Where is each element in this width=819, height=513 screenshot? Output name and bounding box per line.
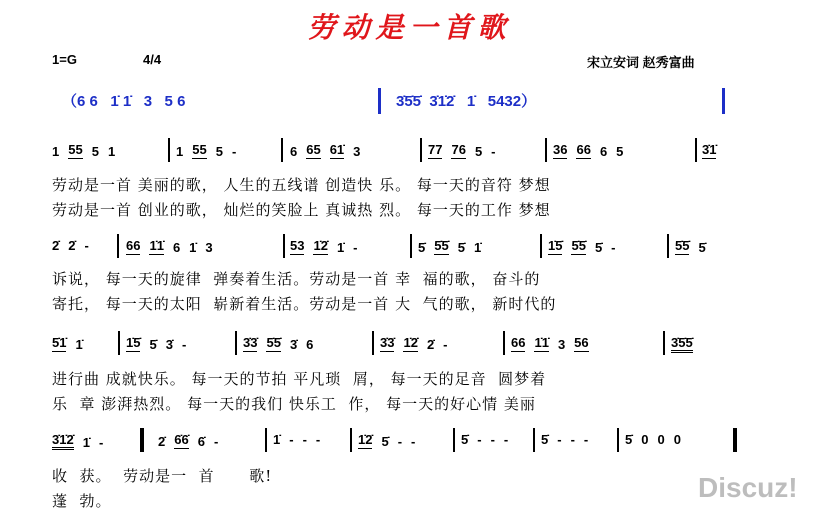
note: - xyxy=(213,434,219,449)
measure xyxy=(553,142,623,159)
note: 6 xyxy=(599,144,608,159)
note: 61̇ xyxy=(329,142,345,157)
note: 6 xyxy=(306,337,314,352)
barline xyxy=(663,331,665,355)
note: 36 xyxy=(553,142,568,157)
note: 5̇ xyxy=(418,240,426,255)
note: 5 xyxy=(474,144,483,159)
note: 76 xyxy=(451,142,466,157)
note: 0 xyxy=(657,432,665,447)
measure xyxy=(126,335,186,352)
lyric-line: 寄托， 每一天的太阳 崭新着生活。劳动是一首 大 气的歌， 新时代的 xyxy=(52,295,557,313)
note: 6 xyxy=(290,144,298,159)
intro-barline xyxy=(378,88,381,114)
note: - xyxy=(231,144,237,159)
barline xyxy=(265,428,267,452)
barline xyxy=(617,428,619,452)
measure xyxy=(126,238,213,255)
note: - xyxy=(477,432,482,447)
measure xyxy=(541,432,588,447)
barline xyxy=(453,428,455,452)
barline xyxy=(117,234,119,258)
note: 6 xyxy=(172,240,181,255)
note: 5̇ xyxy=(698,240,706,255)
note: 3̇1̇ xyxy=(702,142,717,157)
lyric-line: 诉说， 每一天的旋律 弹奏着生活。劳动是一首 幸 福的歌， 奋斗的 xyxy=(52,270,541,288)
note: 56 xyxy=(574,335,589,350)
note: 3̇3̇ xyxy=(380,335,395,350)
measure xyxy=(290,238,358,255)
note: 77 xyxy=(428,142,443,157)
measure xyxy=(625,432,681,447)
note: 5̇ xyxy=(457,240,465,255)
note: - xyxy=(411,434,416,449)
note: - xyxy=(503,432,509,447)
barline xyxy=(372,331,374,355)
note: 5̇ xyxy=(381,434,389,449)
note: 5 xyxy=(616,144,624,159)
lyric-line: 乐 章 澎湃热烈。 每一天的我们 快乐工 作， 每一天的好心情 美丽 xyxy=(52,395,536,413)
barline xyxy=(118,331,120,355)
note: - xyxy=(570,432,575,447)
barline xyxy=(540,234,542,258)
note: 1̇5̇ xyxy=(126,335,141,350)
note: 5̇1̇ xyxy=(52,335,67,350)
intro-barline xyxy=(722,88,725,114)
note: 3 xyxy=(557,337,566,352)
measure xyxy=(511,335,589,352)
note: 1̇5̇ xyxy=(548,238,563,253)
note: - xyxy=(84,238,89,253)
note: - xyxy=(315,432,321,447)
note: - xyxy=(490,432,495,447)
barline xyxy=(140,428,144,452)
intro-measure-1: （6 6 1̇ 1̇ 3 5 6 xyxy=(62,93,186,110)
note: - xyxy=(353,240,358,255)
note: - xyxy=(181,337,187,352)
note: 55 xyxy=(192,142,207,157)
barline xyxy=(281,138,283,162)
note: 5̇5̇ xyxy=(675,238,690,253)
time-signature: 4/4 xyxy=(143,52,162,67)
note: - xyxy=(302,432,307,447)
note: 5̇5̇ xyxy=(571,238,586,253)
note: 3̇3̇ xyxy=(243,335,258,350)
note: - xyxy=(289,432,294,447)
measure xyxy=(548,238,616,255)
barline xyxy=(420,138,422,162)
note: 1̇ xyxy=(273,432,281,447)
measure xyxy=(273,432,320,447)
note: 5̇ xyxy=(625,432,633,447)
lyric-line: 劳动是一首 创业的歌， 灿烂的笑脸上 真诚热 烈。 每一天的工作 梦想 xyxy=(52,201,551,219)
note: 66 xyxy=(576,142,591,157)
barline xyxy=(733,428,737,452)
barline xyxy=(503,331,505,355)
note: 5̇ xyxy=(461,432,469,447)
note: 1̇ xyxy=(75,337,83,352)
note: 3 xyxy=(205,240,213,255)
note: 5̇ xyxy=(149,337,157,352)
note: 3̇ xyxy=(289,337,298,352)
note: 1̇ xyxy=(82,435,90,450)
note: 65 xyxy=(306,142,321,157)
barline xyxy=(695,138,697,162)
note: - xyxy=(583,432,589,447)
note: 1̇1̇ xyxy=(534,335,549,350)
note: 5̇ xyxy=(541,432,549,447)
barline xyxy=(533,428,535,452)
lyric-line: 蓬 勃。 xyxy=(52,492,112,510)
note: 0 xyxy=(641,432,649,447)
measure xyxy=(461,432,508,447)
measure xyxy=(671,335,693,353)
note: 1̇ xyxy=(473,240,482,255)
note: 1 xyxy=(176,144,184,159)
note: 55 xyxy=(68,142,83,157)
barline xyxy=(545,138,547,162)
barline xyxy=(410,234,412,258)
note: 1̇1̇ xyxy=(149,238,164,253)
note: 1 xyxy=(107,144,116,159)
note: 5̇ xyxy=(594,240,603,255)
note: 2̇ xyxy=(52,238,60,253)
measure xyxy=(675,238,706,255)
note: 1̇2̇ xyxy=(313,238,328,253)
note: 2̇ xyxy=(158,434,166,449)
measure xyxy=(52,142,115,159)
note: 3̇ xyxy=(165,337,173,352)
note: 66 xyxy=(511,335,526,350)
note: 6̇ xyxy=(197,434,205,449)
measure xyxy=(358,432,415,449)
note: 1̇2̇ xyxy=(403,335,418,350)
watermark: Discuz! xyxy=(698,472,798,503)
note: 2̇ xyxy=(426,337,435,352)
note: - xyxy=(557,432,562,447)
note: 3̇1̇2̇ xyxy=(52,432,74,450)
note: - xyxy=(98,435,104,450)
measure xyxy=(158,432,218,449)
measure xyxy=(52,335,83,352)
barline xyxy=(667,234,669,258)
note: - xyxy=(491,144,496,159)
measure xyxy=(418,238,481,255)
note: 53 xyxy=(290,238,305,253)
measure xyxy=(52,238,89,253)
lyric-line: 收 获。 劳动是一 首 歌! xyxy=(52,467,273,485)
note: 66 xyxy=(126,238,141,253)
note: 5 xyxy=(91,144,99,159)
measure xyxy=(290,142,360,159)
note: - xyxy=(443,337,448,352)
credits: 宋立安词 赵秀富曲 xyxy=(587,55,695,70)
song-title: 劳动是一首歌 xyxy=(307,11,512,44)
measure xyxy=(52,432,103,450)
lyric-line: 进行曲 成就快乐。 每一天的节拍 平凡琐 屑， 每一天的足音 圆梦着 xyxy=(52,370,547,388)
measure xyxy=(702,142,716,159)
note: 1 xyxy=(52,144,60,159)
key-signature: 1=G xyxy=(52,52,77,67)
barline xyxy=(350,428,352,452)
note: 5 xyxy=(215,144,223,159)
lyric-line: 劳动是一首 美丽的歌， 人生的五线谱 创造快 乐。 每一天的音符 梦想 xyxy=(52,176,551,194)
barline xyxy=(235,331,237,355)
note: 0 xyxy=(673,432,681,447)
intro-measure-2: 3̇5̇5̇ 3̇1̇2̇ 1̇ 5432） xyxy=(396,93,537,110)
measure xyxy=(380,335,448,352)
barline xyxy=(283,234,285,258)
measure xyxy=(243,335,313,352)
note: 1̇ xyxy=(189,240,197,255)
note: 3 xyxy=(353,144,361,159)
note: 5̇5̇ xyxy=(434,238,449,253)
barline xyxy=(168,138,170,162)
note: - xyxy=(397,434,403,449)
note: 1̇2̇ xyxy=(358,432,373,447)
note: - xyxy=(611,240,616,255)
note: 5̇5̇ xyxy=(266,335,281,350)
note: 3̇5̇5̇ xyxy=(671,335,693,353)
measure xyxy=(428,142,496,159)
note: 2̇ xyxy=(68,238,76,253)
measure xyxy=(176,142,236,159)
note: 1̇ xyxy=(336,240,345,255)
note: 6̇6̇ xyxy=(174,432,189,447)
